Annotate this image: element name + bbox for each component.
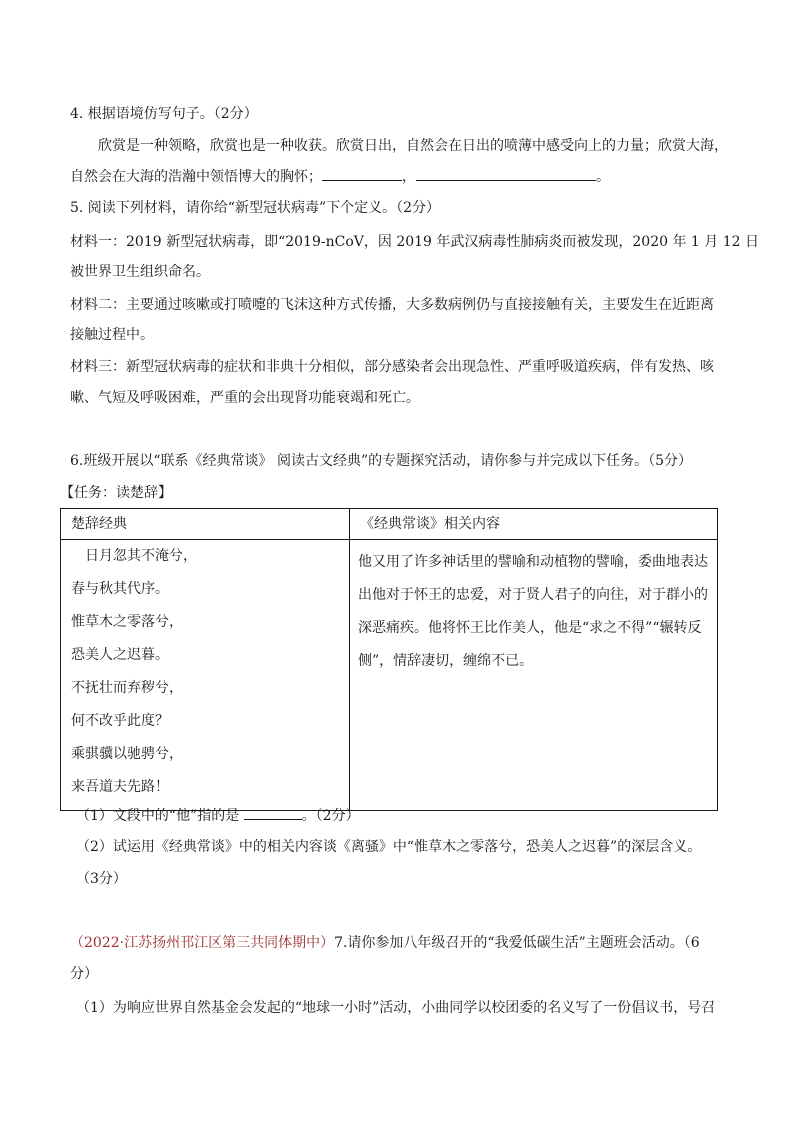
q5-material-1-line1: 材料一：2019 新型冠状病毒，即“2019-nCoV，因 2019 年武汉病毒性肺病炎而被发现，2020 年 1 月 12 日	[70, 234, 759, 250]
q7-sub1: （1）为响应世界自然基金会发起的“地球一小时”活动，小曲同学以校团委的名义写了一份倡议书，号召	[76, 1000, 716, 1016]
q4-text-line2-prefix: 自然会在大海的浩瀚中领悟博大的胸怀；	[70, 169, 322, 185]
poem-line: 春与秋其代序。	[71, 581, 169, 597]
q6-sub2-line2: （3分）	[76, 871, 127, 887]
q6-sub1-suffix: 。（2分）	[301, 808, 360, 824]
commentary-text: 他又用了许多神话里的譬喻和动植物的譬喻，委曲地表达出他对于怀王的忠爱，对于贤人君子的向往，对于群小的深恶痛疾。他将怀王比作美人，他是“求之不得”“辗转反侧”，情辞凄切，缠绵不已。	[358, 554, 708, 669]
q5-material-3-line2: 嗽、气短及呼吸困难，严重的会出现肾功能衰竭和死亡。	[70, 390, 420, 406]
poem-line: 不抚壮而弃秽兮，	[71, 680, 183, 696]
q6-sub1-prefix: （1）文段中的“他”指的是	[76, 808, 244, 824]
q4-title: 4. 根据语境仿写句子。（2分）	[70, 106, 258, 122]
q7-title-line1	[70, 933, 700, 953]
q6-title: 6.班级开展以“联系《经典常谈》 阅读古文经典”的专题探究活动，请你参与并完成以下任务。（5分）	[70, 453, 693, 469]
q6-sub2-line1: （2）试运用《经典常谈》中的相关内容谈《离骚》中“惟草木之零落兮，恐美人之迟暮”的深层含义。	[76, 839, 702, 855]
q4-answer-blank-1[interactable]	[322, 166, 402, 181]
poem-line: 恐美人之迟暮。	[71, 647, 169, 663]
poem-line: 来吾道夫先路！	[71, 779, 169, 795]
q7-title-line2: 分）	[70, 966, 98, 982]
q5-title: 5. 阅读下列材料，请你给“新型冠状病毒”下个定义。（2分）	[70, 200, 441, 216]
table-header-col2: 《经典常谈》相关内容	[350, 509, 718, 540]
table-header-col1: 楚辞经典	[61, 509, 350, 540]
q5-material-3-line1: 材料三：新型冠状病毒的症状和非典十分相似，部分感染者会出现急性、严重呼吸道疾病，伴有发热、咳	[70, 359, 714, 375]
poem-cell	[61, 540, 350, 811]
q5-material-2-line2: 接触过程中。	[70, 327, 154, 343]
q4-text-line2	[70, 166, 610, 187]
q4-end-mark: 。	[596, 169, 610, 185]
q7-title-text: 7.请你参加八年级召开的“我爱低碳生活”主题班会活动。（6	[334, 935, 700, 951]
commentary-cell	[350, 540, 718, 811]
poem-line: 惟草木之零落兮，	[71, 614, 183, 630]
q5-material-2-line1: 材料二：主要通过咳嗽或打喷嚏的飞沫这种方式传播，大多数病例仍与直接接触有关，主要发生在近距离	[70, 297, 714, 313]
q5-material-1-line2: 被世界卫生组织命名。	[70, 264, 210, 280]
q6-sub1	[76, 805, 360, 826]
poem-line: 乘骐骥以驰骋兮，	[71, 746, 183, 762]
q4-answer-blank-2[interactable]	[416, 166, 596, 181]
poem-line: 日月忽其不淹兮，	[85, 548, 197, 564]
poem-line: 何不改乎此度？	[71, 713, 169, 729]
chuci-table	[60, 508, 718, 811]
q6-sub1-answer-blank[interactable]	[244, 805, 302, 820]
q7-source-tag: （2022·江苏扬州邗江区第三共同体期中）	[70, 935, 335, 951]
q4-separator: ，	[402, 169, 416, 185]
q4-text-line1: 欣赏是一种领略，欣赏也是一种收获。欣赏日出，自然会在日出的喷薄中感受向上的力量；欣赏大海，	[98, 138, 728, 154]
q6-task-label: 【任务：读楚辞】	[60, 485, 172, 501]
